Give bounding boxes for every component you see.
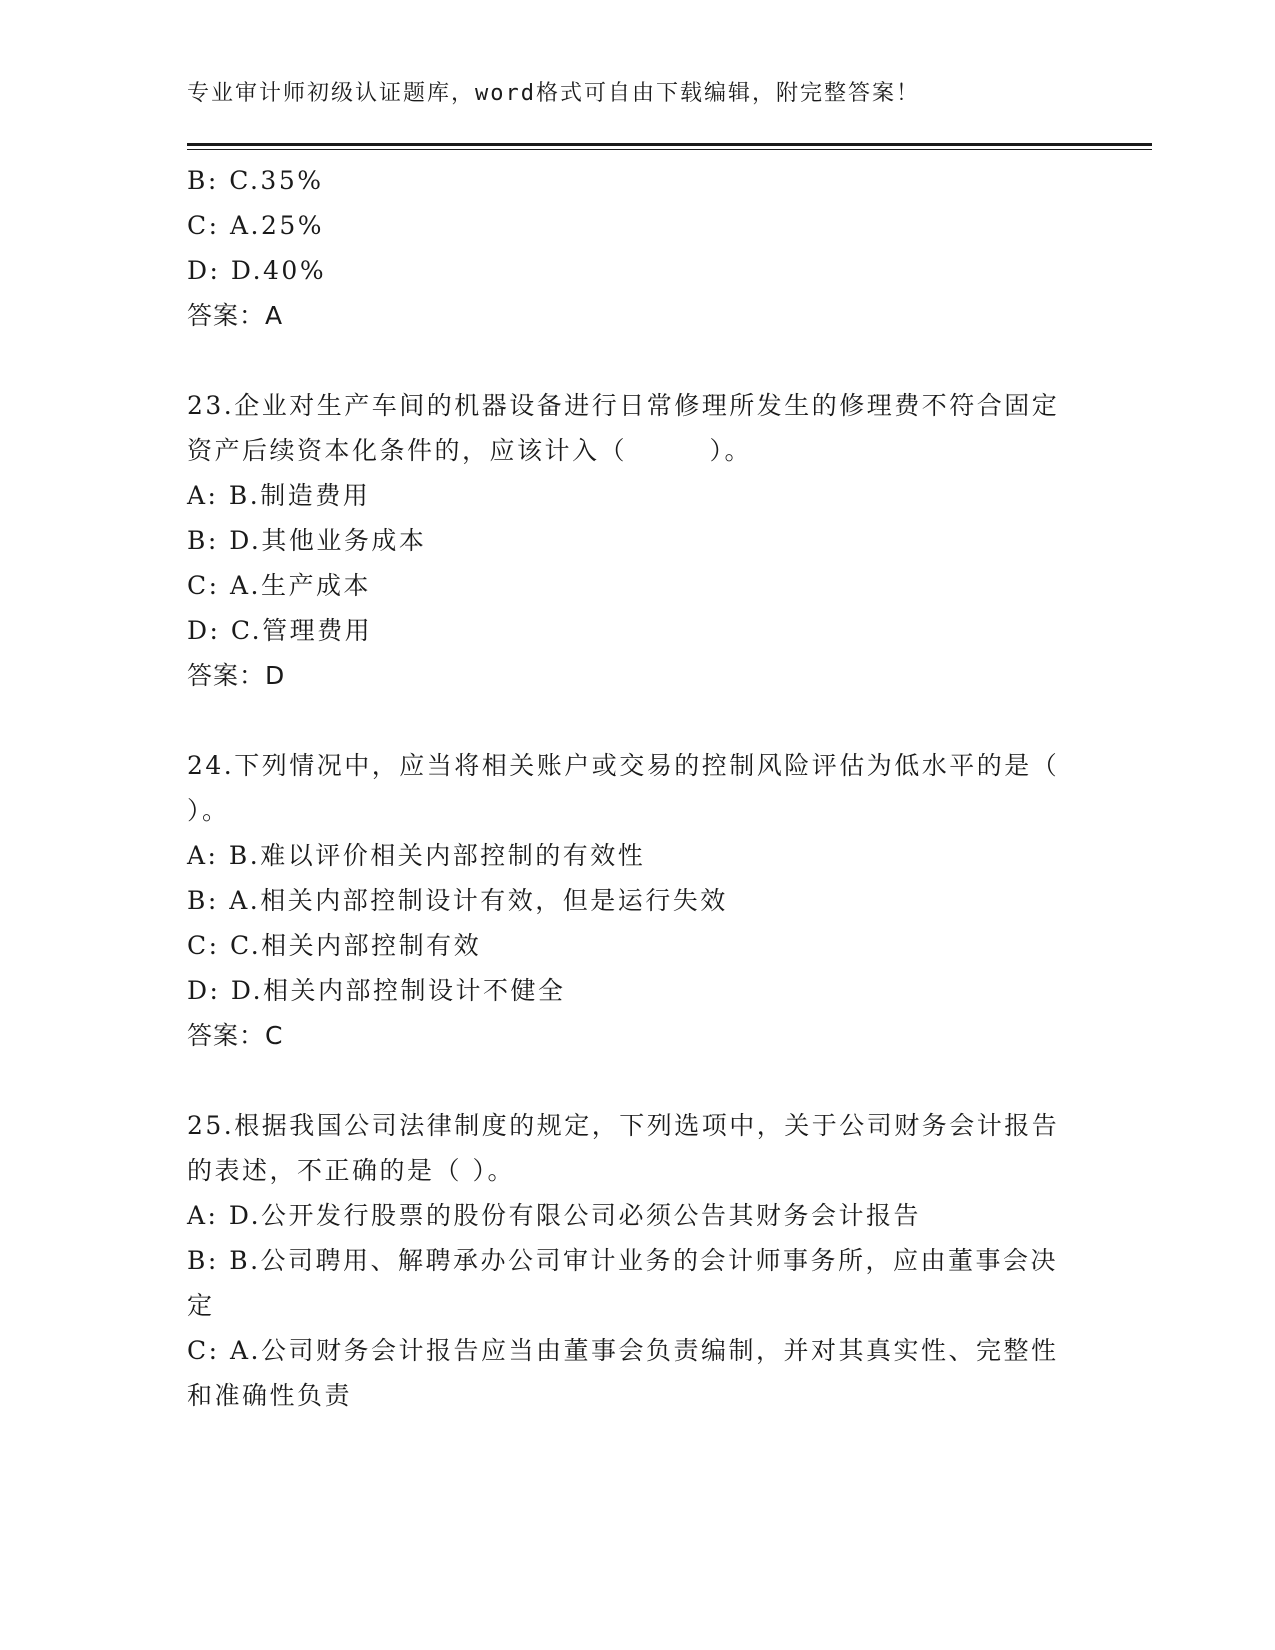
option-line: B: B.公司聘用、解聘承办公司审计业务的会计师事务所，应由董事会决定 bbox=[187, 1246, 1059, 1320]
question-stem: 23.企业对生产车间的机器设备进行日常修理所发生的修理费不符合固定资产后续资本化条件的，应该计入（ ）。 bbox=[187, 391, 1060, 465]
answer-line: 答案：D bbox=[187, 661, 286, 690]
option-line: D: C.管理费用 bbox=[187, 616, 373, 645]
question-24 bbox=[187, 743, 1115, 1058]
question-stem: 24.下列情况中，应当将相关账户或交易的控制风险评估为低水平的是（ ）。 bbox=[187, 751, 1115, 825]
page-header: 专业审计师初级认证题库，word格式可自由下载编辑，附完整答案！ bbox=[187, 81, 920, 106]
option-line: D: D.40% bbox=[187, 256, 327, 285]
option-line: B: A.相关内部控制设计有效，但是运行失效 bbox=[187, 886, 728, 915]
question-25 bbox=[187, 1103, 1067, 1418]
option-line: A: B.难以评价相关内部控制的有效性 bbox=[187, 841, 646, 870]
option-line: C: A.公司财务会计报告应当由董事会负责编制，并对其真实性、完整性和准确性负责 bbox=[187, 1336, 1059, 1410]
option-line: D: D.相关内部控制设计不健全 bbox=[187, 976, 566, 1005]
option-line: C: A.生产成本 bbox=[187, 571, 371, 600]
option-line: C: C.相关内部控制有效 bbox=[187, 931, 482, 960]
question-stem: 25.根据我国公司法律制度的规定，下列选项中，关于公司财务会计报告的表述，不正确的是（ ）。 bbox=[187, 1111, 1060, 1185]
header-divider-thick bbox=[187, 143, 1152, 146]
option-line: C: A.25% bbox=[187, 211, 325, 240]
header-divider-thin bbox=[187, 149, 1152, 150]
question-23 bbox=[187, 383, 1067, 698]
answer-line: 答案：C bbox=[187, 1021, 284, 1050]
answer-line: 答案：A bbox=[187, 301, 284, 330]
option-line: B: D.其他业务成本 bbox=[187, 526, 427, 555]
option-line: A: D.公开发行股票的股份有限公司必须公告其财务会计报告 bbox=[187, 1201, 922, 1230]
option-line: A: B.制造费用 bbox=[187, 481, 371, 510]
document-body bbox=[187, 158, 1115, 1418]
previous-question-tail bbox=[187, 158, 1067, 338]
option-line: B: C.35% bbox=[187, 166, 324, 195]
